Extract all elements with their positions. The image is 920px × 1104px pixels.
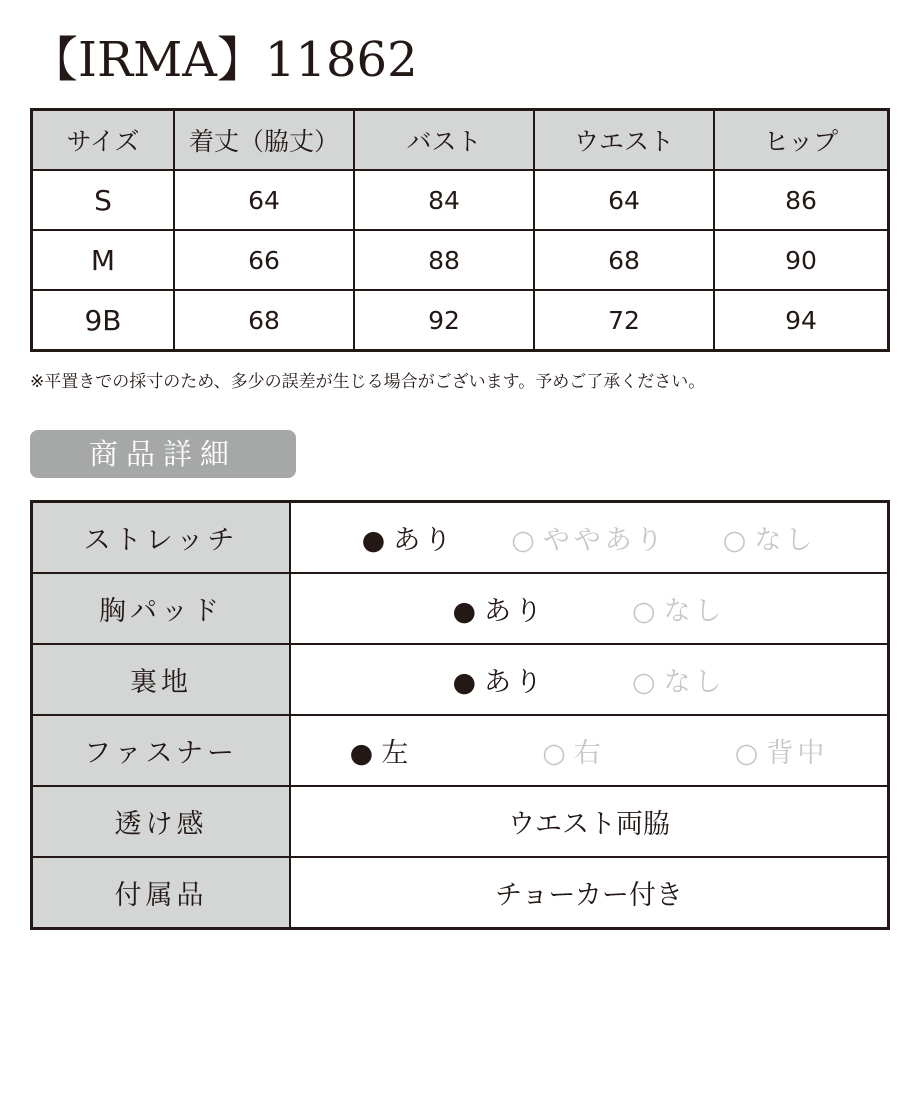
size-cell: 72 — [534, 290, 714, 351]
size-cell: 68 — [534, 230, 714, 290]
size-row — [32, 290, 889, 351]
size-cell: 68 — [174, 290, 354, 351]
filled-circle-icon: ● — [452, 596, 480, 627]
detail-options — [290, 573, 889, 644]
size-cell: S — [32, 170, 175, 230]
size-cell: 64 — [534, 170, 714, 230]
option-text: 左 — [381, 738, 413, 769]
detail-table — [30, 500, 890, 930]
option-text: 右 — [573, 738, 605, 769]
detail-label: ストレッチ — [32, 502, 291, 574]
size-cell: 90 — [714, 230, 889, 290]
detail-label: 透け感 — [32, 786, 291, 857]
option-unselected — [632, 660, 726, 699]
empty-circle-icon: ○ — [542, 738, 570, 769]
option-unselected — [723, 518, 817, 557]
size-table — [30, 108, 890, 352]
size-cell: 86 — [714, 170, 889, 230]
measurement-note: ※平置きでの採寸のため、多少の誤差が生じる場合がございます。予めご了承ください。 — [30, 372, 706, 392]
size-cell: 92 — [354, 290, 534, 351]
size-cell: 9B — [32, 290, 175, 351]
option-unselected — [632, 589, 726, 628]
option-text: ややあり — [542, 525, 667, 556]
size-table-header-row — [32, 110, 889, 171]
detail-label: 付属品 — [32, 857, 291, 929]
option-selected — [350, 731, 413, 770]
empty-circle-icon: ○ — [632, 667, 660, 698]
section-label-product-details: 商品詳細 — [30, 430, 296, 478]
detail-value: ウエスト両脇 — [290, 786, 889, 857]
detail-options — [290, 502, 889, 574]
size-header-cell: ウエスト — [534, 110, 714, 171]
size-cell: 88 — [354, 230, 534, 290]
option-text: なし — [663, 596, 726, 627]
size-cell: M — [32, 230, 175, 290]
size-header-cell: 着丈（脇丈） — [174, 110, 354, 171]
option-unselected — [511, 518, 667, 557]
filled-circle-icon: ● — [361, 525, 390, 556]
option-selected — [452, 589, 546, 628]
size-header-cell: サイズ — [32, 110, 175, 171]
option-unselected — [735, 731, 829, 770]
detail-row-sheerness — [32, 786, 889, 857]
option-text: あり — [484, 667, 546, 698]
filled-circle-icon: ● — [452, 667, 480, 698]
detail-row-zipper — [32, 715, 889, 786]
size-row — [32, 170, 889, 230]
size-cell: 84 — [354, 170, 534, 230]
empty-circle-icon: ○ — [722, 525, 751, 556]
detail-row-accessories — [32, 857, 889, 929]
detail-row-stretch — [32, 502, 889, 574]
option-selected — [452, 660, 546, 699]
option-text: あり — [484, 596, 546, 627]
detail-value: チョーカー付き — [290, 857, 889, 929]
empty-circle-icon: ○ — [511, 525, 539, 556]
detail-label: 胸パッド — [32, 573, 291, 644]
filled-circle-icon: ● — [349, 738, 378, 769]
detail-label: 裏地 — [32, 644, 291, 715]
size-cell: 94 — [714, 290, 889, 351]
size-cell: 66 — [174, 230, 354, 290]
option-text: あり — [393, 525, 456, 556]
detail-row-lining — [32, 644, 889, 715]
option-unselected — [542, 731, 605, 770]
option-selected — [362, 518, 456, 557]
size-header-cell: ヒップ — [714, 110, 889, 171]
detail-options — [290, 644, 889, 715]
size-cell: 64 — [174, 170, 354, 230]
detail-label: ファスナー — [32, 715, 291, 786]
product-title: 【IRMA】11862 — [30, 32, 418, 88]
detail-options — [290, 715, 889, 786]
empty-circle-icon: ○ — [632, 596, 660, 627]
option-text: 背中 — [766, 738, 829, 769]
option-text: なし — [754, 525, 817, 556]
size-row — [32, 230, 889, 290]
detail-row-chest-pad — [32, 573, 889, 644]
size-header-cell: バスト — [354, 110, 534, 171]
empty-circle-icon: ○ — [734, 738, 763, 769]
option-text: なし — [663, 667, 726, 698]
